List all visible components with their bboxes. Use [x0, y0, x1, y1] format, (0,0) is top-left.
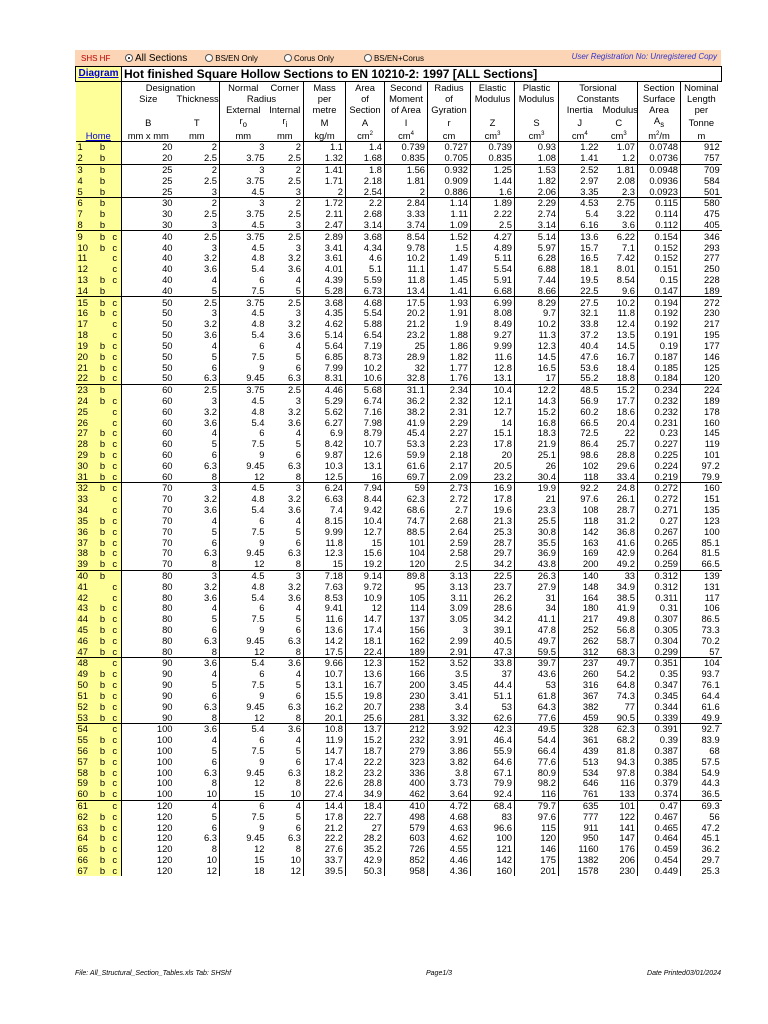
table-row: 53 b c 90 8 12 8 20.1 25.6 281 3.32 62.6 77.6 459 90.5 0.339 49.9	[77, 712, 720, 723]
table-title: Hot finished Square Hollow Sections to EN 10210-2: 1997 [ALL Sections]	[122, 67, 722, 82]
table-row: 61 c 120 4 6 4 14.4 18.4 410 4.72 68.4 79.7 635 101 0.47 69.3	[77, 800, 720, 812]
table-row: 47 b c 80 8 12 8 17.5 22.4 189 2.91 47.3 59.5 312 68.3 0.299 57	[77, 646, 720, 657]
table-row: 14 b 40 5 7.5 5 5.28 6.73 13.4 1.41 6.68 8.66 22.5 9.6 0.147 189	[77, 285, 720, 296]
table-row: 28 b c 60 5 7.5 5 8.42 10.7 53.3 2.23 17.8 21.9 86.4 25.7 0.227 119	[77, 438, 720, 450]
sheet-code: SHS HF	[81, 53, 111, 63]
page-footer	[75, 970, 721, 977]
footer-page: Page1/3	[425, 970, 453, 977]
table-row: 39 b c 70 8 12 8 15 19.2 120 2.5 34.2 43.8 200 49.2 0.259 66.5	[77, 558, 720, 570]
table-row: 27 b c 60 4 6 4 6.9 8.79 45.4 2.27 15.1 18.3 72.5 22 0.23 145	[77, 428, 720, 439]
table-row: 38 b c 70 6.3 9.45 6.3 12.3 15.6 104 2.58 29.7 36.9 169 42.9 0.264 81.5	[77, 547, 720, 559]
table-row: 64 b c 120 6.3 9.45 6.3 22.2 28.2 603 4.62 100 120 950 147 0.464 45.1	[77, 833, 720, 844]
table-row: 52 b c 90 6.3 9.45 6.3 16.2 20.7 238 3.4 53 64.3 382 77 0.344 61.6	[77, 701, 720, 712]
table-row: 62 b c 120 5 7.5 5 17.8 22.7 498 4.68 83 97.6 777 122 0.467 56	[77, 811, 720, 822]
option-bsen-corus[interactable]: BS/EN+Corus	[364, 54, 424, 63]
table-row: 16 b c 50 3 4.5 3 4.35 5.54 20.2 1.91 8.08 9.7 32.1 11.8 0.192 230	[77, 308, 720, 319]
table-row: 9 b c 40 2.5 3.75 2.5 2.89 3.68 8.54 1.52 4.27 5.14 13.6 6.22 0.154 346	[77, 230, 720, 242]
table-row: 42 c 80 3.6 5.4 3.6 8.53 10.9 105 3.11 26.2 31 164 38.5 0.311 117	[77, 592, 720, 603]
section-sheet	[75, 50, 721, 876]
table-row: 18 c 50 3.6 5.4 3.6 5.14 6.54 23.2 1.88 9.27 11.3 37.2 13.5 0.191 195	[77, 329, 720, 341]
radio-icon[interactable]	[284, 54, 292, 62]
table-row: 20 b c 50 5 7.5 5 6.85 8.73 28.9 1.82 11.6 14.5 47.6 16.7 0.187 146	[77, 351, 720, 362]
table-row: 37 b c 70 6 9 6 11.8 15 101 2.59 28.7 35.5 163 41.6 0.265 85.1	[77, 537, 720, 548]
table-row: 3 b 25 2 3 2 1.41 1.8 1.56 0.932 1.25 1.53 2.52 1.81 0.0948 709	[77, 164, 720, 175]
table-row: 1 b 20 2 3 2 1.1 1.4 0.739 0.727 0.739 0.93 1.22 1.07 0.0748 912	[77, 141, 720, 153]
table-row: 59 b c 100 8 12 8 22.6 28.8 400 3.73 79.9 98.2 646 116 0.379 44.3	[77, 778, 720, 789]
table-row: 63 b c 120 6 9 6 21.2 27 579 4.63 96.6 115 911 141 0.465 47.2	[77, 822, 720, 833]
home-link[interactable]: Home	[76, 130, 122, 142]
option-bsen-only[interactable]: BS/EN Only	[205, 54, 258, 63]
table-row: 7 b 30 2.5 3.75 2.5 2.11 2.68 3.33 1.11 2.22 2.74 5.4 3.22 0.114 475	[77, 208, 720, 220]
table-row: 46 b c 80 6.3 9.45 6.3 14.2 18.1 162 2.99 40.5 49.7 262 58.7 0.304 70.2	[77, 635, 720, 646]
registration-note: User Registration No: Unregistered Copy	[571, 52, 717, 61]
table-row: 41 c 80 3.2 4.8 3.2 7.63 9.72 95 3.13 23.7 27.9 148 34.9 0.312 131	[77, 581, 720, 592]
table-row: 8 b 30 3 4.5 3 2.47 3.14 3.74 1.09 2.5 3.14 6.16 3.6 0.112 405	[77, 219, 720, 230]
table-row: 45 b c 80 6 9 6 13.6 17.4 156 3 39.1 47.8 252 56.8 0.305 73.3	[77, 624, 720, 636]
table-row: 44 b c 80 5 7.5 5 11.6 14.7 137 3.05 34.2 41.1 217 49.8 0.307 86.5	[77, 613, 720, 625]
footer-date: Date Printed03/01/2024	[647, 970, 721, 977]
table-row: 2 b 20 2.5 3.75 2.5 1.32 1.68 0.835 0.705 0.835 1.08 1.41 1.2 0.0736 757	[77, 152, 720, 164]
table-row: 65 b c 120 8 12 8 27.6 35.2 726 4.55 121 146 1160 176 0.459 36.2	[77, 843, 720, 855]
table-row: 36 b c 70 5 7.5 5 9.99 12.7 88.5 2.64 25.3 30.8 142 36.8 0.267 100	[77, 526, 720, 537]
table-row: 19 b c 50 4 6 4 5.64 7.19 25 1.86 9.99 12.3 40.4 14.5 0.19 177	[77, 340, 720, 351]
table-row: 58 b c 100 6.3 9.45 6.3 18.2 23.2 336 3.8 67.1 80.9 534 97.8 0.384 54.9	[77, 767, 720, 778]
table-row: 55 b c 100 4 6 4 11.9 15.2 232 3.91 46.4 54.4 361 68.2 0.39 83.9	[77, 734, 720, 746]
table-row: 25 c 60 3.2 4.8 3.2 5.62 7.16 38.2 2.31 12.7 15.2 60.2 18.6 0.232 178	[77, 406, 720, 417]
table-row: 6 b 30 2 3 2 1.72 2.2 2.84 1.14 1.89 2.29 4.53 2.75 0.115 580	[77, 197, 720, 209]
table-row: 17 c 50 3.2 4.8 3.2 4.62 5.88 21.2 1.9 8.49 10.2 33.8 12.4 0.192 217	[77, 318, 720, 330]
table-row: 11 c 40 3.2 4.8 3.2 3.61 4.6 10.2 1.49 5.11 6.28 16.5 7.42 0.152 277	[77, 253, 720, 264]
radio-icon[interactable]	[125, 54, 133, 62]
table-row: 35 b c 70 4 6 4 8.15 10.4 74.7 2.68 21.3 25.5 118 31.2 0.27 123	[77, 515, 720, 526]
radio-icon[interactable]	[205, 54, 213, 62]
table-row: 4 b 25 2.5 3.75 2.5 1.71 2.18 1.81 0.909 1.44 1.82 2.97 2.08 0.0936 584	[77, 175, 720, 186]
table-row: 66 b c 120 10 15 10 33.7 42.9 852 4.46 142 175 1382 206 0.454 29.7	[77, 854, 720, 866]
table-row: 5 b 25 3 4.5 3 2 2.54 2 0.886 1.6 2.06 3.35 2.3 0.0923 501	[77, 186, 720, 197]
toolbar	[75, 50, 721, 66]
table-row: 23 b 60 2.5 3.75 2.5 4.46 5.68 31.1 2.34 10.4 12.2 48.5 15.2 0.234 224	[77, 384, 720, 396]
table-row: 15 b c 50 2.5 3.75 2.5 3.68 4.68 17.5 1.93 6.99 8.29 27.5 10.2 0.194 272	[77, 296, 720, 308]
diagram-link[interactable]: Diagram	[76, 67, 122, 82]
table-row: 49 b c 90 4 6 4 10.7 13.6 166 3.5 37 43.6 260 54.2 0.35 93.7	[77, 668, 720, 680]
table-row: 57 b c 100 6 9 6 17.4 22.2 323 3.82 64.6 77.6 513 94.3 0.385 57.5	[77, 756, 720, 767]
table-row: 24 b c 60 3 4.5 3 5.29 6.74 36.2 2.32 12.1 14.3 56.9 17.7 0.232 189	[77, 395, 720, 406]
table-row: 54 c 100 3.6 5.4 3.6 10.8 13.7 212 3.92 42.3 49.5 328 62.3 0.391 92.7	[77, 723, 720, 735]
table-row: 48 c 90 3.6 5.4 3.6 9.66 12.3 152 3.52 33.8 39.7 237 49.7 0.351 104	[77, 657, 720, 669]
footer-file: File: All_Structural_Section_Tables.xls Tab: SHShf	[75, 970, 232, 977]
radio-icon[interactable]	[364, 54, 372, 62]
table-row: 22 b c 50 6.3 9.45 6.3 8.31 10.6 32.8 1.76 13.1 17 55.2 18.8 0.184 120	[77, 372, 720, 384]
table-row: 31 b c 60 8 12 8 12.5 16 69.7 2.09 23.2 30.4 118 33.4 0.219 79.9	[77, 471, 720, 482]
section-rows	[76, 141, 722, 876]
table-row: 43 b c 80 4 6 4 9.41 12 114 3.09 28.6 34 180 41.9 0.31 106	[77, 603, 720, 614]
table-row: 21 b c 50 6 9 6 7.99 10.2 32 1.77 12.8 16.5 53.6 18.4 0.185 125	[77, 362, 720, 373]
table-row: 33 c 70 3.2 4.8 3.2 6.63 8.44 62.3 2.72 17.8 21 97.6 26.1 0.272 151	[77, 493, 720, 505]
table-row: 40 b 80 3 4.5 3 7.18 9.14 89.8 3.13 22.5 26.3 140 33 0.312 139	[77, 570, 720, 581]
table-row: 34 c 70 3.6 5.4 3.6 7.4 9.42 68.6 2.7 19.6 23.3 108 28.7 0.271 135	[77, 504, 720, 516]
designation-header: Designation	[122, 82, 220, 94]
table-row: 29 b c 60 6 9 6 9.87 12.6 59.9 2.18 20 25.1 98.6 28.8 0.225 101	[77, 449, 720, 461]
table-row: 26 c 60 3.6 5.4 3.6 6.27 7.98 41.9 2.29 14 16.8 66.5 20.4 0.231 160	[77, 417, 720, 428]
table-row: 30 b c 60 6.3 9.45 6.3 10.3 13.1 61.6 2.17 20.5 26 102 29.6 0.224 97.2	[77, 460, 720, 471]
table-row: 60 b c 100 10 15 10 27.4 34.9 462 3.64 92.4 116 761 133 0.374 36.5	[77, 788, 720, 800]
table-row: 56 b c 100 5 7.5 5 14.7 18.7 279 3.86 55.9 66.4 439 81.8 0.387 68	[77, 745, 720, 756]
table-row: 12 c 40 3.6 5.4 3.6 4.01 5.1 11.1 1.47 5.54 6.88 18.1 8.01 0.151 250	[77, 263, 720, 275]
table-row: 67 b c 120 12 18 12 39.5 50.3 958 4.36 160 201 1578 230 0.449 25.3	[77, 865, 720, 876]
option-all-sections[interactable]: All Sections	[125, 53, 187, 64]
table-row: 32 b c 70 3 4.5 3 6.24 7.94 59 2.73 16.9 19.9 92.2 24.8 0.272 160	[77, 482, 720, 494]
section-table: Diagram Hot finished Square Hollow Sections to EN 10210-2: 1997 [ALL Sections] Designation Normal Corner Mass Area Second Radius Elastic Plastic Torsional Section Nominal Size Thickness Radius per of Moment of Modulus Modulus Constants Surface Length External Internal metre Section of Area Gyration Inertia Modulus Area per B T $r_o$ $r_i$ M A I r Z S J C $A_s$ Tonne Home mm x mm mm mm mm kg/m $cm^2$ $cm^4$ cm $cm^3$ $cm^3$ $cm^4$ $cm^3$ $m^2/m$ m 1 b 20 2 3 2 1.1 1.4 0.739 0.727 0.739 0.93 1.22 1.07 0.0748 912 2 b 20 2.5 3.75 2.5 1.32 1.68 0.835 0.705 0.835 1.08 1.41 1.2 0.0736 757 3 b 25 2 3 2 1.41 1.8 1.56 0.932 1.25 1.53 2.52 1.81 0.0948 709 4 b 25 2.5 3.75 2.5 1.71 2.18 1.81 0.909 1.44 1.82 2.97 2.08 0.0936 584 5 b 25 3 4.5 3 2 2.54 2 0.886 1.6 2.06 3.35 2.3 0.0923 501 6 b 30 2 3 2 1.72 2.2 2.84 1.14 1.89 2.29 4.53 2.75 0.115 580 7 b 30 2.5 3.75 2.5 2.11 2.68 3.33 1.11 2.22 2.74 5.4 3.22 0.114 475 8 b 30 3 4.5 3 2.47 3.14 3.74 1.09 2.5 3.14 6.16 3.6 0.112 405 9 b c 40 2.5 3.75 2.5 2.89 3.68 8.54 1.52 4.27 5.14 13.6 6.22 0.154 346 10 b c 40 3 4.5 3 3.41 4.34 9.78 1.5 4.89 5.97 15.7 7.1 0.152 293 11 c 40 3.2 4.8 3.2 3.61 4.6 10.2 1.49 5.11 6.28 16.5 7.42 0.152 277 12 c 40 3.6 5.4 3.6 4.01 5.1 11.1 1.47 5.54 6.88 18.1 8.01 0.151 250 13 b c 40 4 6 4 4.39 5.59 11.8 1.45 5.91 7.44 19.5 8.54 0.15 228 14 b 40 5 7.5 5 5.28 6.73 13.4 1.41 6.68 8.66 22.5 9.6 0.147 189 15 b c 50 2.5 3.75 2.5 3.68 4.68 17.5 1.93 6.99 8.29 27.5 10.2 0.194 272 16 b c 50 3 4.5 3 4.35 5.54 20.2 1.91 8.08 9.7 32.1 11.8 0.192 230 17 c 50 3.2 4.8 3.2 4.62 5.88 21.2 1.9 8.49 10.2 33.8 12.4 0.192 217 18 c 50 3.6 5.4 3.6 5.14 6.54 23.2 1.88 9.27 11.3 37.2 13.5 0.191 195 19 b c 50 4 6 4 5.64 7.19 25 1.86 9.99 12.3 40.4 14.5 0.19 177 20 b c 50 5 7.5 5 6.85 8.73 28.9 1.82 11.6 14.5 47.6 16.7 0.187 146 21 b c 50 6 9 6 7.99 10.2 32 1.77 12.8 16.5 53.6 18.4 0.185 125 22 b c 50 6.3 9.45 6.3 8.31 10.6 32.8 1.76 13.1 17 55.2 18.8 0.184 120 23 b 60 2.5 3.75 2.5 4.46 5.68 31.1 2.34 10.4 12.2 48.5 15.2 0.234 224 24 b c 60 3 4.5 3 5.29 6.74 36.2 2.32 12.1 14.3 56.9 17.7 0.232 189 25 c 60 3.2 4.8 3.2 5.62 7.16 38.2 2.31 12.7 15.2 60.2 18.6 0.232 178 26 c 60 3.6 5.4 3.6 6.27 7.98 41.9 2.29 14 16.8 66.5 20.4 0.231 160 27 b c 60 4 6 4 6.9 8.79 45.4 2.27 15.1 18.3 72.5 22 0.23 145 28 b c 60 5 7.5 5 8.42 10.7 53.3 2.23 17.8 21.9 86.4 25.7 0.227 119 29 b c 60 6 9 6 9.87 12.6 59.9 2.18 20 25.1 98.6 28.8 0.225 101 30 b c 60 6.3 9.45 6.3 10.3 13.1 61.6 2.17 20.5 26 102 29.6 0.224 97.2 31 b c 60 8 12 8 12.5 16 69.7 2.09 23.2 30.4 118 33.4 0.219 79.9 32 b c 70 3 4.5 3 6.24 7.94 59 2.73 16.9 19.9 92.2 24.8 0.272 160 33 c 70 3.2 4.8 3.2 6.63 8.44 62.3 2.72 17.8 21 97.6 26.1 0.272 151 34 c 70 3.6 5.4 3.6 7.4 9.42 68.6 2.7 19.6 23.3 108 28.7 0.271 135 35 b c 70 4 6 4 8.15 10.4 74.7 2.68 21.3 25.5 118 31.2 0.27 123 36 b c 70 5 7.5 5 9.99 12.7 88.5 2.64 25.3 30.8 142 36.8 0.267 100 37 b c 70 6 9 6 11.8 15 101 2.59 28.7 35.5 163 41.6 0.265 85.1 38 b c 70 6.3 9.45 6.3 12.3 15.6 104 2.58 29.7 36.9 169 42.9 0.264 81.5 39 b c 70 8 12 8 15 19.2 120 2.5 34.2 43.8 200 49.2 0.259 66.5 40 b 80 3 4.5 3 7.18 9.14 89.8 3.13 22.5 26.3 140 33 0.312 139 41 c 80 3.2 4.8 3.2 7.63 9.72 95 3.13 23.7 27.9 148 34.9 0.312 131 42 c 80 3.6 5.4 3.6 8.53 10.9 105 3.11 26.2 31 164 38.5 0.311 117 43 b c 80 4 6 4 9.41 12 114 3.09 28.6 34 180 41.9 0.31 106 44 b c 80 5 7.5 5 11.6 14.7 137 3.05 34.2 41.1 217 49.8 0.307 86.5 45 b c 80 6 9 6 13.6 17.4 156 3 39.1 47.8 252 56.8 0.305 73.3 46 b c 80 6.3 9.45 6.3 14.2 18.1 162 2.99 40.5 49.7 262 58.7 0.304 70.2 47 b c 80 8 12 8 17.5 22.4 189 2.91 47.3 59.5 312 68.3 0.299 57 48 c 90 3.6 5.4 3.6 9.66 12.3 152 3.52 33.8 39.7 237 49.7 0.351 104 49 b c 90 4 6 4 10.7 13.6 166 3.5 37 43.6 260 54.2 0.35 93.7 50 b c 90 5 7.5 5 13.1 16.7 200 3.45 44.4 53 316 64.8 0.347 76.1 51 b c 90 6 9 6 15.5 19.8 230 3.41 51.1 61.8 367 74.3 0.345 64.4 52 b c 90 6.3 9.45 6.3 16.2 20.7 238 3.4 53 64.3 382 77 0.344 61.6 53 b c 90 8 12 8 20.1 25.6 281 3.32 62.6 77.6 459 90.5 0.339 49.9 54 c 100 3.6 5.4 3.6 10.8 13.7 212 3.92 42.3 49.5 328 62.3 0.391 92.7 55 b c 100 4 6 4 11.9 15.2 232 3.91 46.4 54.4 361 68.2 0.39 83.9 56 b c 100 5 7.5 5 14.7 18.7 279 3.86 55.9 66.4 439 81.8 0.387 68 57 b c 100 6 9 6 17.4 22.2 323 3.82 64.6 77.6 513 94.3 0.385 57.5 58 b c 100 6.3 9.45 6.3 18.2 23.2 336 3.8 67.1 80.9 534 97.8 0.384 54.9 59 b c 100 8 12 8 22.6 28.8 400 3.73 79.9 98.2 646 116 0.379 44.3 60 b c 100 10 15 10 27.4 34.9 462 3.64 92.4 116 761 133 0.374 36.5 61 c 120 4 6 4 14.4 18.4 410 4.72 68.4 79.7 635 101 0.47 69.3 62 b c 120 5 7.5 5 17.8 22.7 498 4.68 83 97.6 777 122 0.467 56 63 b c 120 6 9 6 21.2 27 579 4.63 96.6 115 911 141 0.465 47.2 64 b c 120 6.3 9.45 6.3 22.2 28.2 603 4.62 100 120 950 147 0.464 45.1 65 b c 120 8 12 8 27.6 35.2 726 4.55 121 146 1160 176 0.459 36.2 66 b c 120 10 15 10 33.7 42.9 852 4.46 142 175 1382 206 0.454 29.7 67 b c 120 12 18 12 39.5 50.3 958 4.36 160 201 1578 230 0.449 25.3	[77, 67, 720, 876]
table-row: 10 b c 40 3 4.5 3 3.41 4.34 9.78 1.5 4.89 5.97 15.7 7.1 0.152 293	[77, 242, 720, 253]
table-row: 50 b c 90 5 7.5 5 13.1 16.7 200 3.45 44.4 53 316 64.8 0.347 76.1	[77, 679, 720, 691]
table-row: 13 b c 40 4 6 4 4.39 5.59 11.8 1.45 5.91 7.44 19.5 8.54 0.15 228	[77, 274, 720, 286]
option-corus-only[interactable]: Corus Only	[284, 54, 334, 63]
table-row: 51 b c 90 6 9 6 15.5 19.8 230 3.41 51.1 61.8 367 74.3 0.345 64.4	[77, 690, 720, 701]
